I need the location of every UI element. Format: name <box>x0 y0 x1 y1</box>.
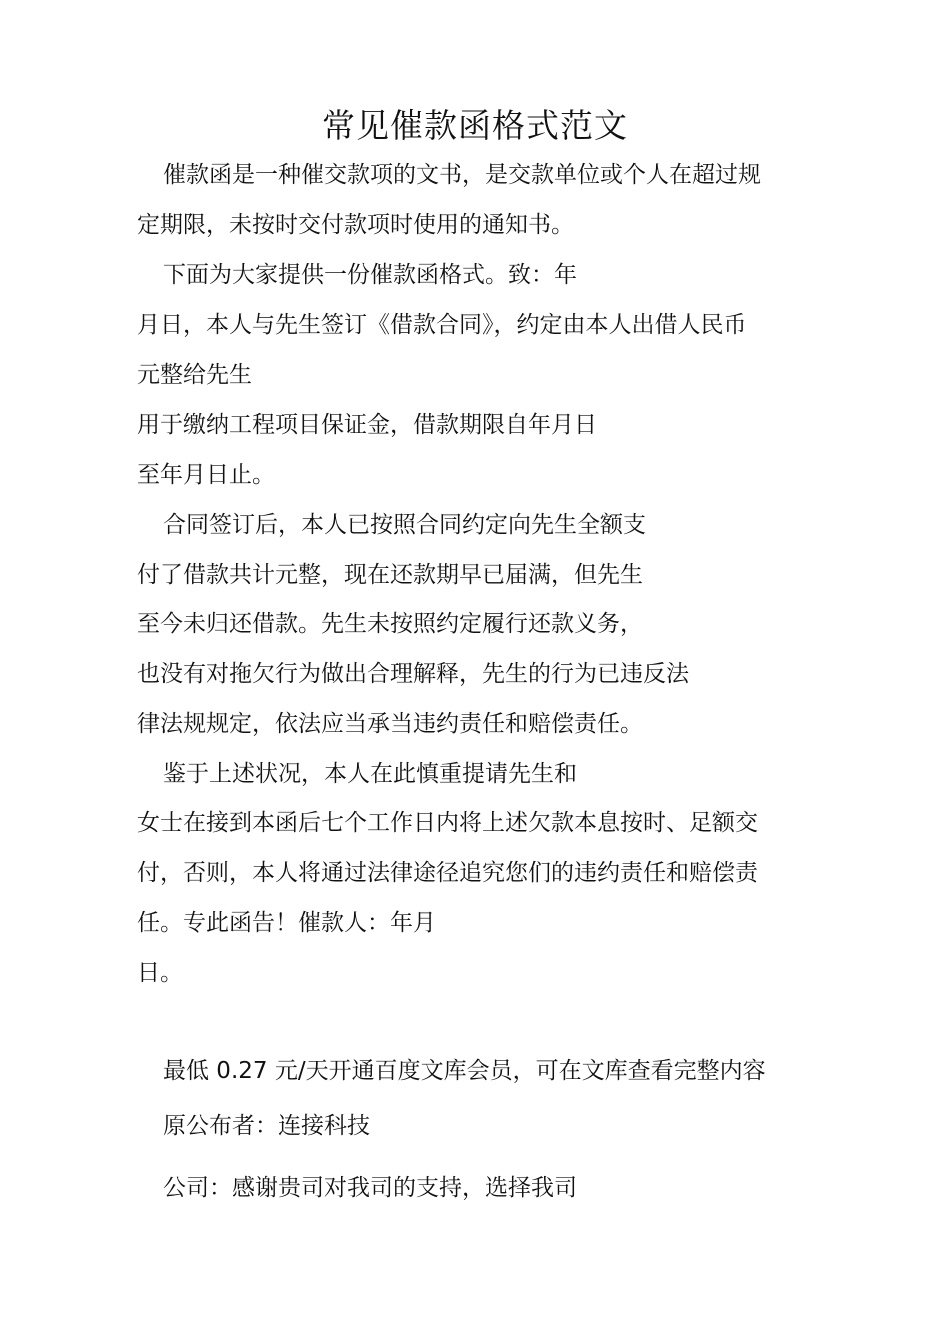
body-line: 付，否则，本人将通过法律途径追究您们的违约责任和赔偿责 <box>137 860 758 886</box>
body-line: 也没有对拖欠行为做出合理解释，先生的行为已违反法 <box>137 661 689 687</box>
body-line: 任。专此函告！催款人：年月 <box>137 910 436 936</box>
body-line: 律法规规定，依法应当承当违约责任和赔偿责任。 <box>137 711 643 737</box>
body-line: 至年月日止。 <box>137 462 275 488</box>
membership-note: 最低 0.27 元/天开通百度文库会员，可在文库查看完整内容 <box>163 1058 766 1084</box>
publisher-line: 原公布者：连接科技 <box>163 1113 370 1139</box>
body-line: 用于缴纳工程项目保证金，借款期限自年月日 <box>137 412 597 438</box>
body-line: 定期限，未按时交付款项时使用的通知书。 <box>137 212 574 238</box>
body-line: 下面为大家提供一份催款函格式。致：年 <box>163 262 577 288</box>
body-line: 付了借款共计元整，现在还款期早已届满，但先生 <box>137 562 643 588</box>
body-line: 鉴于上述状况，本人在此慎重提请先生和 <box>163 761 577 787</box>
body-line: 至今未归还借款。先生未按照约定履行还款义务， <box>137 611 643 637</box>
company-line: 公司：感谢贵司对我司的支持，选择我司 <box>163 1175 577 1201</box>
body-line: 元整给先生 <box>137 362 252 388</box>
body-line: 合同签订后，本人已按照合同约定向先生全额支 <box>163 512 646 538</box>
body-line: 月日，本人与先生签订《借款合同》，约定由本人出借人民币 <box>137 312 747 338</box>
body-line: 日。 <box>137 960 183 986</box>
body-line: 催款函是一种催交款项的文书，是交款单位或个人在超过规 <box>163 162 761 188</box>
body-line: 女士在接到本函后七个工作日内将上述欠款本息按时、足额交 <box>137 810 758 836</box>
page-title: 常见催款函格式范文 <box>322 106 628 145</box>
